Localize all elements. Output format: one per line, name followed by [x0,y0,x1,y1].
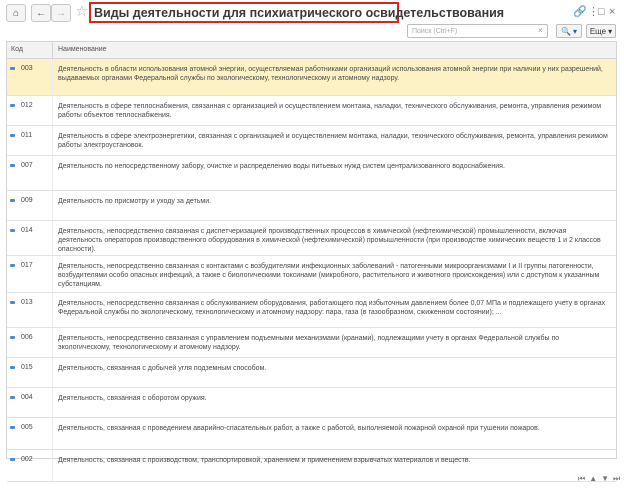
table-row[interactable] [7,221,616,256]
code-text: 007 [21,162,33,169]
home-button[interactable] [6,4,26,22]
row-marker-icon [10,301,15,304]
row-marker-icon [10,336,15,339]
first-page-icon[interactable]: ⏮ [578,474,586,483]
row-marker-icon [10,164,15,167]
table-row[interactable] [7,358,616,388]
name-cell: Деятельность, связанная с проведением аварийно-спасательных работ, а также с работой, выполняемой пожарной охраной при тушении пожаров. [58,425,540,432]
code-cell [7,96,53,125]
code-cell [7,358,53,387]
row-marker-icon [10,426,15,429]
name-cell: Деятельность по непосредственному забору, очистке и распределению воды питьевых нужд систем централизованного водоснабжения. [58,163,505,170]
table-row[interactable] [7,328,616,358]
table-row[interactable] [7,126,616,156]
chevron-down-icon: ▾ [608,26,613,36]
code-text: 009 [21,197,33,204]
name-cell: Деятельность, связанная с производством, транспортировкой, хранением и применением взрывчатых материалов и веществ. [58,457,471,464]
row-marker-icon [10,264,15,267]
table-row[interactable] [7,59,616,96]
prev-page-icon[interactable]: ▲ [589,474,598,483]
row-marker-icon [10,67,15,70]
code-cell [7,59,53,95]
table-row[interactable] [7,388,616,418]
more-vertical-icon[interactable]: ⋮ [588,6,599,18]
column-header-code[interactable]: Код [7,42,53,58]
code-text: 012 [21,102,33,109]
activity-table[interactable] [6,41,617,464]
search-icon: 🔍 [561,26,571,36]
row-marker-icon [10,199,15,202]
search-button[interactable] [556,24,582,38]
row-marker-icon [10,458,15,461]
code-cell [7,191,53,220]
row-marker-icon [10,229,15,232]
name-cell: Деятельность, непосредственно связанная с диспетчеризацией производственных процессов в химической (нефтехимической) промышленности, включая деятельность операторов производственного оборудования в химической (нефтехимической) промышленности (при производстве химических веществ 1 и 2 классов опасности). [58,228,601,253]
table-row[interactable] [7,96,616,126]
table-row[interactable] [7,450,616,482]
search-input[interactable] [407,24,548,38]
more-button[interactable] [586,24,616,38]
last-page-icon[interactable]: ⏭ [613,474,621,483]
table-row[interactable] [7,293,616,328]
name-cell: Деятельность, непосредственно связанная с обслуживанием оборудования, работающего под избыточным давлением более 0,07 МПа и подлежащего учету в органах Федеральной службы по экологическому, технологическому и атомному надзору: пара, газа (в газообразном, сжиженном состоянии); ... [58,300,606,316]
name-cell: Деятельность в сфере теплоснабжения, связанная с организацией и осуществлением монтажа, наладки, технического обслуживания, ремонта, управления режимом работы объектов теплоснабжения. [58,103,602,119]
code-text: 013 [21,299,33,306]
code-cell [7,126,53,155]
code-text: 017 [21,262,33,269]
home-icon: ⌂ [12,7,20,19]
code-text: 011 [21,132,33,139]
link-icon[interactable]: 🔗 [573,6,587,18]
code-text: 004 [21,394,33,401]
name-cell: Деятельность в сфере электроэнергетики, связанная с организацией и осуществлением монтажа, наладки, технического обслуживания, ремонта, управления режимом работы электроустановок. [58,133,608,149]
name-cell: Деятельность, связанная с добычей угля подземным способом. [58,365,267,372]
row-marker-icon [10,366,15,369]
code-cell [7,156,53,190]
toolbar [0,24,624,40]
pagination [578,474,620,484]
forward-button[interactable] [51,4,71,22]
next-page-icon[interactable]: ▼ [601,474,610,483]
row-marker-icon [10,396,15,399]
code-text: 003 [21,65,33,72]
back-button[interactable] [31,4,51,22]
table-row[interactable] [7,418,616,450]
name-cell: Деятельность по присмотру и уходу за детьми. [58,198,212,205]
code-text: 002 [21,456,33,463]
code-cell [7,221,53,255]
column-header-name[interactable]: Наименование [58,46,107,53]
code-cell [7,450,53,481]
table-row[interactable] [7,256,616,293]
more-label: Еще [589,26,607,36]
arrow-right-icon: → [56,7,66,19]
name-cell: Деятельность, связанная с оборотом оружия. [58,395,207,402]
row-marker-icon [10,134,15,137]
close-icon[interactable]: × [609,6,616,18]
title-bar [0,0,624,26]
name-cell: Деятельность, непосредственно связанная с управлением подъемными механизмами (кранами), подлежащими учету в органах Федеральной службы по экологическому, технологическому и атомному надзору. [58,335,560,351]
arrow-left-icon: ← [36,7,46,19]
clear-search-icon[interactable]: × [538,26,543,35]
code-text: 006 [21,334,33,341]
name-cell: Деятельность в области использования атомной энергии, осуществляемая работниками организаций использования атомной энергии при наличии у них разрешений, выдаваемых органами Федеральной службы по экологическому, технологическому и атомному надзору. [58,66,603,82]
code-cell [7,293,53,327]
table-row[interactable] [7,191,616,221]
code-text: 005 [21,424,33,431]
code-cell [7,388,53,417]
code-text: 014 [21,227,33,234]
star-icon[interactable]: ☆ [75,3,89,20]
chevron-down-icon: ▾ [572,26,577,36]
code-cell [7,256,53,292]
row-marker-icon [10,104,15,107]
code-text: 015 [21,364,33,371]
page-title-box [89,2,505,23]
code-cell [7,328,53,357]
table-header [7,42,616,59]
table-row[interactable] [7,156,616,191]
page-title: Виды деятельности для психиатрического освидетельствования [94,5,505,20]
maximize-icon[interactable]: □ [598,6,605,18]
table-body [7,59,616,482]
code-cell [7,418,53,449]
name-cell: Деятельность, непосредственно связанная с контактами с возбудителями инфекционных заболеваний - патогенными микроорганизмами I и II группы патогенности, возбудителями особо опасных инфекций, а также с биологическими токсинами (микробного, растительного и животного происхождения) или с доступом к указанным субстанциям. [58,263,600,288]
